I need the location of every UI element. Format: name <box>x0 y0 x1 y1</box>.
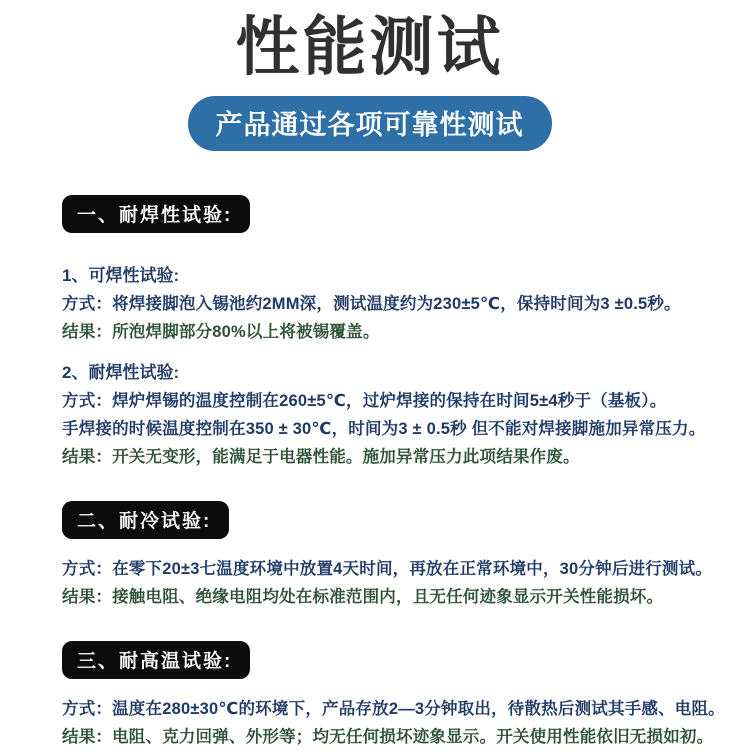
section-badge: 二、耐冷试验: <box>62 501 229 539</box>
result-line: 结果：所泡焊脚部分80%以上将被锡覆盖。 <box>62 323 380 341</box>
result-line: 结果：开关无变形，能满足于电器性能。施加异常压力此项结果作废。 <box>62 448 580 466</box>
result-line: 结果：接触电阻、绝缘电阻均处在标准范围内，且无任何迹象显示开关性能损坏。 <box>62 588 664 606</box>
test-section <box>62 501 729 611</box>
method-line: 方式：在零下20±3七温度环境中放置4天时间，再放在正常环境中，30分钟后进行测试。 <box>62 560 713 578</box>
page-title: 性能测试 <box>235 11 504 83</box>
sub-test-heading: 2、耐焊性试验: <box>62 363 180 382</box>
method-line: 手焊接的时候温度控制在350 ± 30℃，时间为3 ± 0.5秒 但不能对焊接脚施加异常压力。 <box>62 420 706 438</box>
sections-container <box>0 151 739 751</box>
method-line: 方式：焊炉焊锡的温度控制在260±5℃，过炉焊接的保持在时间5±4秒于（基板）。 <box>62 392 667 410</box>
section-badge: 一、耐焊性试验: <box>62 195 250 233</box>
subtitle-badge: 产品通过各项可靠性测试 <box>188 96 552 151</box>
test-section <box>62 195 729 471</box>
test-section <box>62 641 729 751</box>
method-line: 方式：温度在280±30℃的环境下，产品存放2—3分钟取出，待散热后测试其手感、电阻。 <box>62 700 725 718</box>
sub-test-heading: 1、可焊性试验: <box>62 266 180 285</box>
result-line: 结果：电阻、克力回弹、外形等；均无任何损坏迹象显示。开关使用性能依旧无损如初。 <box>62 728 714 746</box>
section-badge: 三、耐高温试验: <box>62 641 250 679</box>
method-line: 方式：将焊接脚泡入锡池约2MM深，测试温度约为230±5℃，保持时间为3 ±0.5秒。 <box>62 295 681 313</box>
